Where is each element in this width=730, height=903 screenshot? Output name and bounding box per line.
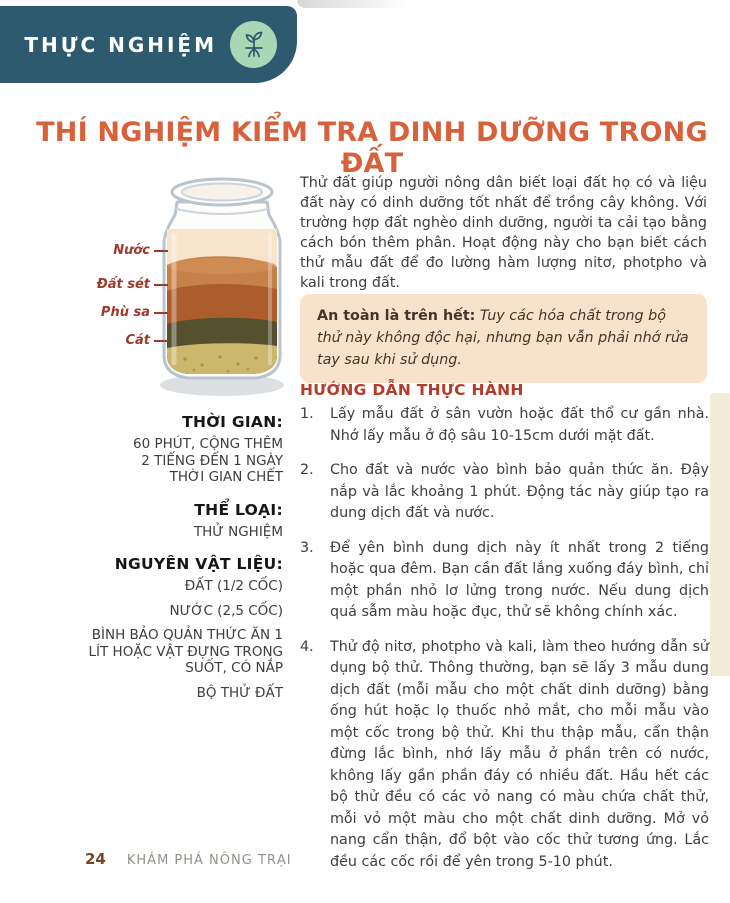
label-line bbox=[154, 250, 168, 252]
jar-label-water-text: Nước bbox=[113, 243, 150, 258]
instruction-number: 4. bbox=[300, 638, 314, 655]
jar-label-water bbox=[100, 243, 168, 258]
type-heading: THỂ LOẠI: bbox=[194, 500, 283, 519]
label-line bbox=[154, 284, 168, 286]
safety-label: An toàn là trên hết: bbox=[317, 308, 476, 324]
instruction-text: Thử độ nitơ, photpho và kali, làm theo hướng dẫn sử dụng bộ thử. Thông thường, bạn sẽ lấy 3 mẫu dung dịch đất (mỗi mẫu cho một chất dinh dưỡng) bằng ống hút hoặc lọ thuốc nhỏ mắt, cho mỗi mẫu vào một cốc trong bộ thử. Khi thu thập mẫu, cẩn thận đừng lắc bình, nhớ lấy mẫu ở phần trên có nước, không lấy gần phần đáy có nhiều đất. Hầu hết các bộ thử đều có các vỏ nang có màu chứa chất thử, mỗi vỏ một màu cho một chất dinh dưỡng. Mở vỏ nang cẩn thận, đổ bột vào cốc thử tương ứng. Lắc đều các cốc rồi để yên trong 5-10 phút. bbox=[330, 638, 709, 870]
type-value: THỬ NGHIỆM bbox=[193, 523, 283, 540]
jar-label-silt-text: Phù sa bbox=[100, 305, 150, 320]
material-item: NƯỚC (2,5 CỐC) bbox=[169, 602, 283, 619]
instructions-list bbox=[300, 404, 709, 886]
label-line bbox=[154, 312, 168, 314]
material-item: BỘ THỬ ĐẤT bbox=[196, 684, 283, 701]
instruction-text: Lấy mẫu đất ở sân vườn hoặc đất thổ cư gần nhà. Nhớ lấy mẫu ở độ sâu 10-15cm dưới mặt đất. bbox=[330, 406, 709, 444]
intro-paragraph: Thử đất giúp người nông dân biết loại đất họ có và liệu đất này có dinh dưỡng tốt nhất để trồng cây không. Với trường hợp đất nghèo dinh dưỡng, người ta cải tạo bằng cách bón thêm phân. Hoạt động này cho bạn biết cách thử mẫu đất để đo lường hàm lượng nitơ, photpho và kali trong đất. bbox=[300, 175, 707, 291]
jar-figure bbox=[96, 173, 288, 405]
time-heading: THỜI GIAN: bbox=[182, 413, 283, 431]
jar-label-clay bbox=[96, 277, 168, 292]
sprout-badge bbox=[230, 21, 277, 68]
safety-text: Tuy các hóa chất trong bộ thử này không độc hại, nhưng bạn vẫn phải nhớ rửa tay sau khi sử dụng. bbox=[317, 308, 689, 368]
jar-label-sand bbox=[100, 333, 168, 348]
time-line: THỜI GIAN CHẾT bbox=[169, 469, 283, 485]
instruction-number: 1. bbox=[300, 406, 314, 422]
material-item: ĐẤT (1/2 CỐC) bbox=[184, 578, 283, 594]
instruction-number: 2. bbox=[300, 462, 314, 478]
chapter-banner bbox=[0, 6, 297, 83]
jar-label-sand-text: Cát bbox=[125, 333, 150, 348]
materials-heading: NGUYÊN VẬT LIỆU: bbox=[114, 555, 283, 573]
instruction-item bbox=[300, 637, 709, 874]
instructions-heading: HƯỚNG DẪN THỰC HÀNH bbox=[300, 381, 524, 399]
chapter-banner-label: THỰC NGHIỆM bbox=[24, 32, 217, 57]
time-line: 60 PHÚT, CỘNG THÊM bbox=[133, 436, 283, 452]
instruction-item bbox=[300, 538, 709, 624]
instruction-item bbox=[300, 460, 709, 525]
jar-label-clay-text: Đất sét bbox=[96, 277, 150, 292]
jar-label-silt bbox=[100, 305, 168, 320]
label-line bbox=[154, 340, 168, 342]
book-title: KHÁM PHÁ NÔNG TRẠI bbox=[126, 853, 292, 868]
info-panel bbox=[80, 413, 283, 709]
page-title: THÍ NGHIỆM KIỂM TRA DINH DƯỠNG TRONG ĐẤT bbox=[36, 117, 708, 179]
safety-callout bbox=[300, 294, 707, 383]
material-item: BÌNH BẢO QUẢN THỨC ĂN 1 LÍT HOẶC VẬT ĐỰNG TRONG SUỐT, CÓ NẮP bbox=[88, 627, 283, 676]
instruction-item bbox=[300, 404, 709, 447]
instruction-text: Cho đất và nước vào bình bảo quản thức ăn. Đậy nắp và lắc khoảng 1 phút. Động tác này giúp tạo ra dung dịch đất và nước. bbox=[330, 462, 709, 521]
page-number: 24 bbox=[85, 850, 106, 868]
instruction-text: Để yên bình dung dịch này ít nhất trong 2 tiếng hoặc qua đêm. Bạn cần đất lắng xuống đáy bình, chỉ một phần nhỏ lơ lửng trong nước. Nếu dung dịch quá sẫm màu hoặc đục, thử sẽ không chính xác. bbox=[330, 539, 709, 620]
page-side-tab bbox=[710, 393, 730, 676]
page-top-edge bbox=[297, 0, 407, 8]
time-line: 2 TIẾNG ĐẾN 1 NGÀY bbox=[141, 452, 283, 469]
page-footer bbox=[85, 850, 292, 868]
instruction-number: 3. bbox=[300, 539, 314, 556]
sprout-icon bbox=[239, 29, 269, 61]
